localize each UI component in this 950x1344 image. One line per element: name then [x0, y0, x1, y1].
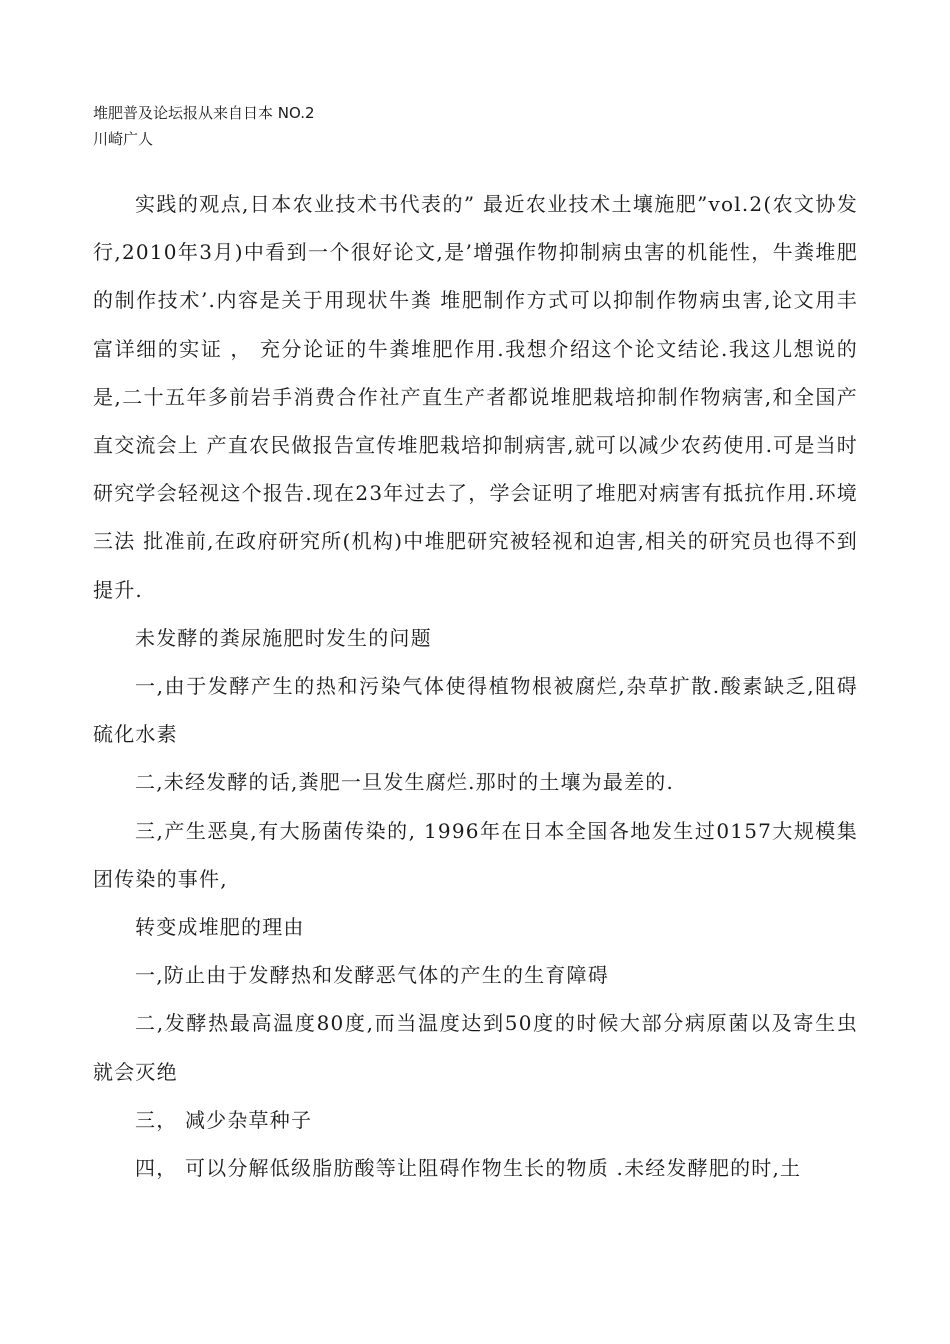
- paragraph-reason-2: 二,发酵热最高温度80度,而当温度达到50度的时候大部分病原菌以及寄生虫就会灭绝: [93, 1011, 858, 1084]
- paragraph-problem-1: 一,由于发酵产生的热和污染气体使得植物根被腐烂,杂草扩散.酸素缺乏,阻碍硫化水素: [93, 674, 858, 747]
- section-heading-problems: 未发酵的粪尿施肥时发生的问题: [135, 625, 432, 650]
- paragraph-problem-2: 二,未经发酵的话,粪肥一旦发生腐烂.那时的土壤为最差的.: [135, 770, 675, 795]
- document-author: 川崎广人: [93, 130, 154, 148]
- paragraph-problem-3: 三,产生恶臭,有大肠菌传染的, 1996年在日本全国各地发生过0157大规模集团传染的事件,: [93, 818, 858, 891]
- paragraph-reason-3: 三， 减少杂草种子: [135, 1107, 313, 1132]
- paragraph-intro: 实践的观点,日本农业技术书代表的” 最近农业技术土壤施肥”vol.2(农文协发行,2010年3月)中看到一个很好论文,是’增强作物抑制病虫害的机能性，牛粪堆肥的制作技术’.内容是关于用现状牛粪 堆肥制作方式可以抑制作物病虫害,论文用丰富详细的实证 ， 充分论证的牛粪堆肥作用.我想介绍这个论文结论.我这儿想说的是,二十五年多前岩手消费合作社产直生产者都说堆肥栽培抑制作物病害,和全国产直交流会上 产直农民做报告宣传堆肥栽培抑制病害,就可以减少农药使用.可是当时研究学会轻视这个报告.现在23年过去了，学会证明了堆肥对病害有抵抗作用.环境三法 批准前,在政府研究所(机构)中堆肥研究被轻视和迫害,相关的研究员也得不到提升.: [93, 192, 858, 602]
- section-heading-reasons: 转变成堆肥的理由: [135, 915, 305, 940]
- paragraph-reason-1: 一,防止由于发酵热和发酵恶气体的产生的生育障碍: [135, 963, 609, 988]
- document-title: 堆肥普及论坛报从来自日本 NO.2: [93, 104, 315, 122]
- document-header: [93, 100, 315, 152]
- document-body: [93, 180, 858, 1192]
- paragraph-reason-4: 四， 可以分解低级脂肪酸等让阻碍作物生长的物质 .未经发酵肥的时,土: [135, 1156, 802, 1181]
